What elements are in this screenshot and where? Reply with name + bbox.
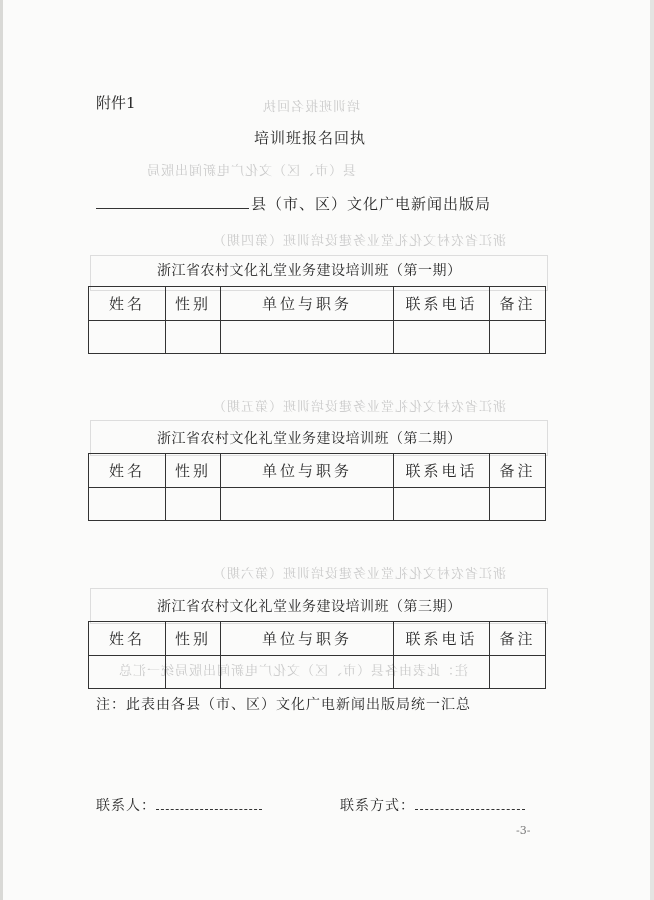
header-phone: 联系电话	[394, 454, 490, 488]
contact-method-field[interactable]	[415, 799, 525, 810]
name-cell[interactable]	[89, 656, 166, 689]
page-number: -3-	[516, 824, 531, 837]
remarks-cell[interactable]	[490, 488, 546, 521]
table-row	[89, 656, 546, 689]
section-title-1: 浙江省农村文化礼堂业务建设培训班（第一期）	[157, 263, 462, 279]
table-row	[89, 488, 546, 521]
section-title-2: 浙江省农村文化礼堂业务建设培训班（第二期）	[157, 431, 462, 447]
phone-cell[interactable]	[394, 656, 490, 689]
show-through-text: 浙江省农村文化礼堂业务建设培训班（第六期）	[212, 567, 507, 582]
unit-position-cell[interactable]	[221, 656, 394, 689]
header-name: 姓名	[89, 454, 166, 488]
show-through-text: 培训班报名回执	[262, 100, 361, 115]
header-phone: 联系电话	[394, 622, 490, 656]
name-cell[interactable]	[89, 488, 166, 521]
gender-cell[interactable]	[166, 488, 221, 521]
gender-cell[interactable]	[166, 656, 221, 689]
registration-table-1	[88, 286, 546, 354]
registration-table-3	[88, 621, 546, 689]
remarks-cell[interactable]	[490, 656, 546, 689]
header-gender: 性别	[166, 287, 221, 321]
name-cell[interactable]	[89, 321, 166, 354]
document-title: 培训班报名回执	[254, 129, 367, 147]
registration-table-2	[88, 453, 546, 521]
gender-cell[interactable]	[166, 321, 221, 354]
unit-position-cell[interactable]	[221, 321, 394, 354]
show-through-text: 县（市、区）文化广电新闻出版局	[146, 164, 357, 179]
contact-method-label: 联系方式：	[340, 798, 415, 814]
show-through-text: 浙江省农村文化礼堂业务建设培训班（第四期）	[212, 234, 507, 249]
footnote: 注：此表由各县（市、区）文化广电新闻出版局统一汇总	[96, 697, 471, 713]
contact-method	[340, 795, 525, 815]
header-remarks: 备注	[490, 454, 546, 488]
header-gender: 性别	[166, 454, 221, 488]
unit-position-cell[interactable]	[221, 488, 394, 521]
contact-person-label: 联系人：	[96, 798, 156, 814]
phone-cell[interactable]	[394, 488, 490, 521]
show-through-text: 浙江省农村文化礼堂业务建设培训班（第五期）	[212, 400, 507, 415]
table-row	[89, 321, 546, 354]
contact-person	[96, 795, 262, 815]
section-title-3: 浙江省农村文化礼堂业务建设培训班（第三期）	[157, 599, 462, 615]
header-remarks: 备注	[490, 287, 546, 321]
page-edge	[650, 0, 654, 900]
header-unit-position: 单位与职务	[221, 454, 394, 488]
phone-cell[interactable]	[394, 321, 490, 354]
header-unit-position: 单位与职务	[221, 622, 394, 656]
header-gender: 性别	[166, 622, 221, 656]
remarks-cell[interactable]	[490, 321, 546, 354]
county-blank-field[interactable]	[96, 194, 249, 209]
header-remarks: 备注	[490, 622, 546, 656]
header-name: 姓名	[89, 622, 166, 656]
county-line	[96, 193, 491, 214]
attachment-label: 附件1	[96, 94, 136, 112]
county-line-suffix: 县（市、区）文化广电新闻出版局	[251, 195, 492, 213]
contact-person-field[interactable]	[156, 799, 262, 810]
header-name: 姓名	[89, 287, 166, 321]
page-edge	[0, 0, 3, 900]
show-through-text: 注：此表由各县（市、区）文化广电新闻出版局统一汇总	[118, 664, 469, 679]
header-phone: 联系电话	[394, 287, 490, 321]
header-unit-position: 单位与职务	[221, 287, 394, 321]
